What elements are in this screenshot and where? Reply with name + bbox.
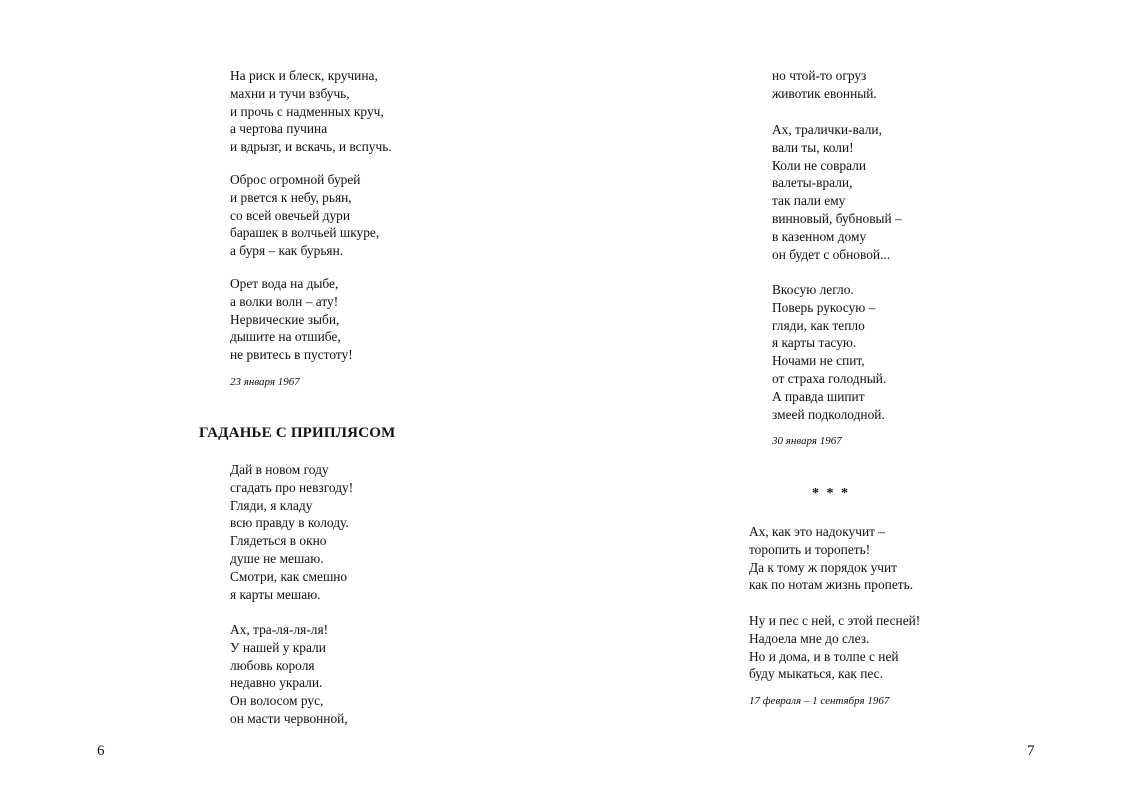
verse-line: недавно украли. <box>230 675 323 691</box>
verse-line: Коли не соврали <box>772 157 867 173</box>
verse-line: так пали ему <box>772 193 846 209</box>
poem3-stanza-1 <box>749 523 913 594</box>
stanza <box>749 523 913 594</box>
poem2-stanza-1 <box>230 461 353 603</box>
verse-line: Ах, тралички-вали, <box>772 122 882 137</box>
verse-line: Смотри, как смешно <box>230 568 348 584</box>
verse-line: но чтой-то огруз <box>772 68 867 83</box>
verse-line: Ну и пес с ней, с этой песней! <box>749 613 921 628</box>
verse-line: гляди, как тепло <box>772 317 865 333</box>
verse-line: Он волосом рус, <box>230 693 324 709</box>
verse-line: любовь короля <box>230 657 315 673</box>
verse-line: Гляди, я кладу <box>230 497 313 513</box>
verse-line: и рвется к небу, рьян, <box>230 189 352 205</box>
verse-line: махни и тучи взбучь, <box>230 85 350 101</box>
verse-line: Дай в новом году <box>230 462 329 477</box>
verse-line: я карты тасую. <box>772 335 857 351</box>
verse-line: валеты-врали, <box>772 175 853 191</box>
page-number: 6 <box>97 743 105 759</box>
poem1-stanza-2 <box>230 171 379 260</box>
verse-line: душе не мешаю. <box>230 550 324 566</box>
verse-line: в казенном дому <box>772 228 867 244</box>
verse-line: а буря – как бурьян. <box>230 243 344 259</box>
verse-line: Вкосую легло. <box>772 282 854 297</box>
poem2-date: 30 января 1967 <box>772 435 842 447</box>
stanza <box>230 171 379 260</box>
stanza <box>230 461 353 603</box>
verse-line: торопить и торопеть! <box>749 541 871 557</box>
stanza <box>230 67 392 156</box>
verse-line: Орет вода на дыбе, <box>230 276 339 291</box>
stanza <box>772 121 902 263</box>
verse-line: он будет с обновой... <box>772 246 891 262</box>
verse-line: барашек в волчьей шкуре, <box>230 225 380 241</box>
verse-line: со всей овечьей дури <box>230 207 351 223</box>
poem1-stanza-1 <box>230 67 392 156</box>
verse-line: сгадать про невзгоду! <box>230 479 354 495</box>
verse-line: от страха голодный. <box>772 370 887 386</box>
verse-line: Глядеться в окно <box>230 533 327 549</box>
poem1-date: 23 января 1967 <box>230 376 300 388</box>
verse-line: а чертова пучина <box>230 121 328 137</box>
page-number: 7 <box>1027 743 1035 759</box>
verse-line: Нервические зыби, <box>230 311 340 327</box>
verse-line: буду мыкаться, как пес. <box>749 666 883 682</box>
verse-line: Надоела мне до слез. <box>749 630 870 646</box>
verse-line: Оброс огромной бурей <box>230 172 361 187</box>
poem-separator: * * * <box>812 486 850 501</box>
poem3-stanza-2 <box>749 612 920 683</box>
verse-line: вали ты, коли! <box>772 139 854 155</box>
verse-line: У нашей у крали <box>230 639 326 655</box>
verse-line: А правда шипит <box>772 388 865 404</box>
poem2-stanza-2 <box>230 621 348 728</box>
stanza <box>772 281 886 423</box>
verse-line: Да к тому ж порядок учит <box>749 559 898 575</box>
poem-title: ГАДАНЬЕ С ПРИПЛЯСОМ <box>199 425 396 441</box>
verse-line: Ночами не спит, <box>772 353 865 369</box>
verse-line: я карты мешаю. <box>230 586 321 602</box>
stanza <box>749 612 920 683</box>
verse-line: и прочь с надменных круч, <box>230 103 384 119</box>
stanza <box>230 275 353 364</box>
verse-line: как по нотам жизнь пропеть. <box>749 577 914 593</box>
verse-line: Поверь рукосую – <box>772 299 876 315</box>
verse-line: не рвитесь в пустоту! <box>230 347 353 363</box>
verse-line: дышите на отшибе, <box>230 329 341 345</box>
verse-line: а волки волн – ату! <box>230 293 339 309</box>
verse-line: винновый, бубновый – <box>772 210 902 226</box>
verse-line: Ах, тра-ля-ля-ля! <box>230 622 329 637</box>
poem2-continued-stanza-3 <box>772 281 886 423</box>
verse-line: змеей подколодной. <box>772 406 885 422</box>
poem2-continued-stanza-2 <box>772 121 902 263</box>
poem1-stanza-3 <box>230 275 353 364</box>
stanza <box>230 621 348 728</box>
verse-line: всю правду в колоду. <box>230 515 349 531</box>
verse-line: животик евонный. <box>772 85 877 101</box>
verse-line: он масти червонной, <box>230 710 348 726</box>
verse-line: Ах, как это надокучит – <box>749 524 886 539</box>
poem2-continued-stanza-1 <box>772 67 877 103</box>
verse-line: Но и дома, и в толпе с ней <box>749 648 899 664</box>
verse-line: и вдрызг, и вскачь, и вспучь. <box>230 139 392 155</box>
verse-line: На риск и блеск, кручина, <box>230 68 378 83</box>
right-page <box>566 0 1132 800</box>
poem3-date: 17 февраля – 1 сентября 1967 <box>749 695 890 707</box>
stanza <box>772 67 877 103</box>
